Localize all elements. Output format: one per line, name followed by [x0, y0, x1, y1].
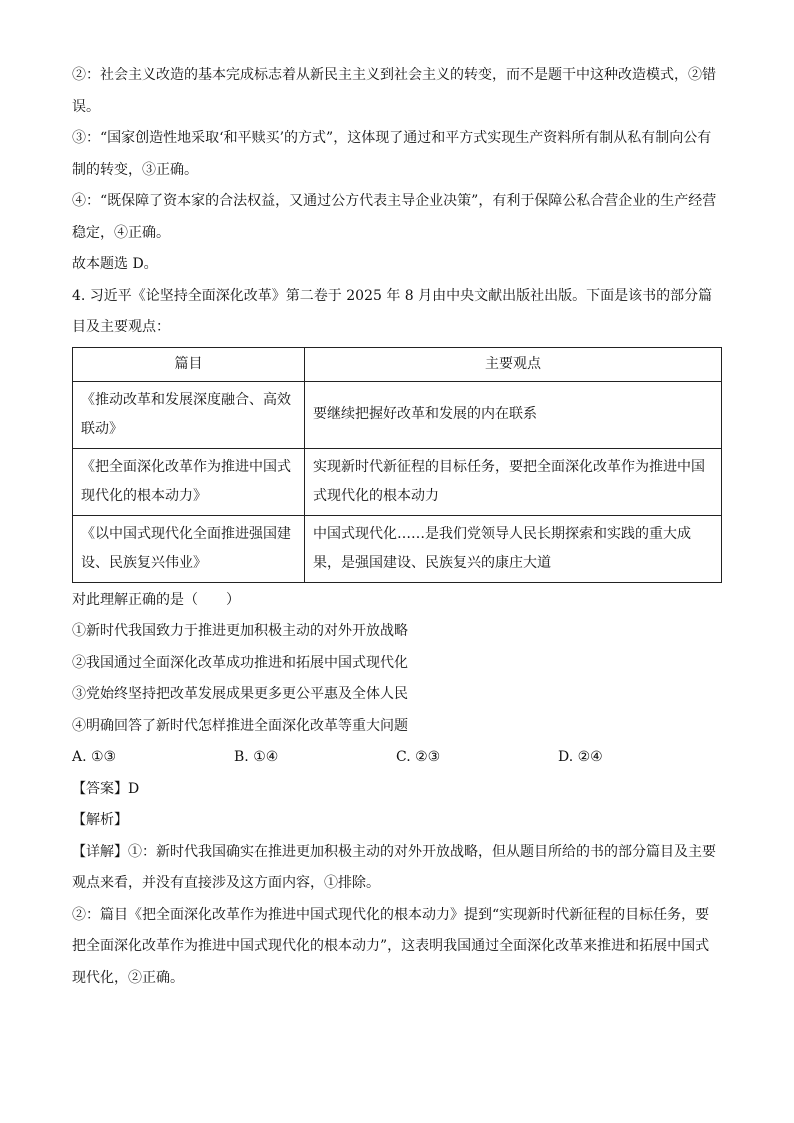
option-d: D. ②④ — [558, 749, 603, 765]
statement-3: ③党始终坚持把改革发展成果更多更公平惠及全体人民 — [72, 686, 408, 702]
answer-options — [72, 742, 722, 774]
answer-label: 【答案】 — [72, 780, 128, 797]
paragraph-point-2: ②：社会主义改造的基本完成标志着从新民主主义到社会主义的转变，而不是题干中这种改造模式，②错误。 — [72, 67, 716, 115]
analysis-label: 【解析】 — [72, 812, 128, 828]
answer-value: D — [128, 780, 140, 797]
option-c: C. ②③ — [396, 749, 441, 765]
paragraph-point-3: ③：“国家创造性地采取‘和平赎买’的方式”，这体现了通过和平方式实现生产资料所有制从私有制向公有制的转变，③正确。 — [72, 130, 712, 178]
table-cell-title: 《把全面深化改革作为推进中国式现代化的根本动力》 — [73, 448, 305, 515]
book-items-table — [72, 347, 722, 583]
detail-point-1: 【详解】①：新时代我国确实在推进更加积极主动的对外开放战略，但从题目所给的书的部分篇目及主要观点来看，并没有直接涉及这方面内容，①排除。 — [72, 843, 716, 891]
document-page — [72, 60, 722, 994]
table-row — [73, 448, 722, 515]
table-cell-viewpoint: 实现新时代新征程的目标任务，要把全面深化改革作为推进中国式现代化的根本动力 — [305, 448, 722, 515]
detail-point-2: ②：篇目《把全面深化改革作为推进中国式现代化的根本动力》提到“实现新时代新征程的目标任务，要把全面深化改革作为推进中国式现代化的根本动力”，这表明我国通过全面深化改革来推进和拓展中国式现代化，②正确。 — [72, 906, 710, 986]
table-cell-title: 《推动改革和发展深度融合、高效联动》 — [73, 381, 305, 448]
statement-1: ①新时代我国致力于推进更加积极主动的对外开放战略 — [72, 623, 408, 639]
question-stem: 4. 习近平《论坚持全面深化改革》第二卷于 2025 年 8 月由中央文献出版社出版。下面是该书的部分篇目及主要观点： — [72, 287, 713, 335]
table-cell-title: 《以中国式现代化全面推进强国建设、民族复兴伟业》 — [73, 515, 305, 582]
paragraph-answer-choice: 故本题选 D。 — [72, 256, 158, 272]
table-header-viewpoint: 主要观点 — [305, 347, 722, 381]
question-prompt: 对此理解正确的是（ ） — [72, 591, 240, 608]
paragraph-point-4: ④：“既保障了资本家的合法权益，又通过公方代表主导企业决策”，有利于保障公私合营企业的生产经营稳定，④正确。 — [72, 193, 717, 241]
option-a: A. ①③ — [72, 749, 117, 765]
table-cell-viewpoint: 中国式现代化……是我们党领导人民长期探索和实践的重大成果，是强国建设、民族复兴的康庄大道 — [305, 515, 722, 582]
statement-2: ②我国通过全面深化改革成功推进和拓展中国式现代化 — [72, 654, 408, 671]
table-row — [73, 515, 722, 582]
table-row — [73, 381, 722, 448]
answer-line — [72, 774, 722, 806]
table-header-title: 篇目 — [73, 347, 305, 381]
table-header-row — [73, 347, 722, 381]
option-b: B. ①④ — [234, 749, 279, 765]
statement-4: ④明确回答了新时代怎样推进全面深化改革等重大问题 — [72, 717, 408, 734]
table-cell-viewpoint: 要继续把握好改革和发展的内在联系 — [305, 381, 722, 448]
